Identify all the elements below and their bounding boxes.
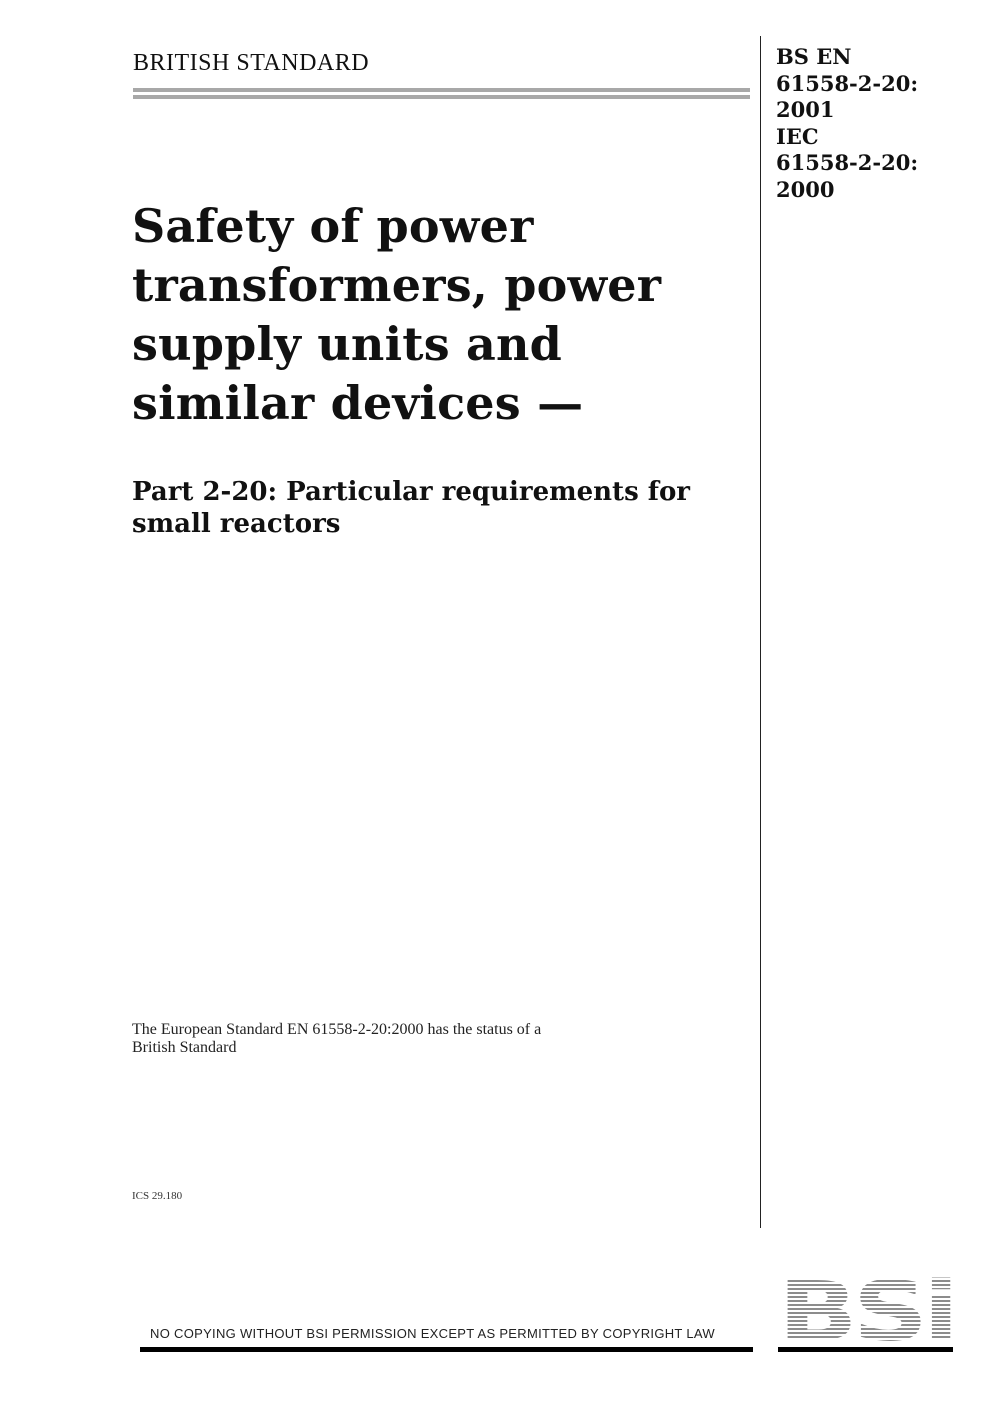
document-title <box>132 197 752 433</box>
standard-numbers <box>776 44 986 203</box>
header-rule-upper <box>133 88 750 92</box>
title-line: transformers, power <box>132 258 662 312</box>
header-rule-lower <box>133 95 750 99</box>
svg-text:BSi: BSi <box>778 1276 954 1342</box>
title-line: similar devices — <box>132 376 584 430</box>
standard-number-line: 61558-2-20: <box>776 70 919 96</box>
status-note-line: The European Standard EN 61558-2-20:2000 has the status of a <box>132 1021 542 1038</box>
standard-number-line: 61558-2-20: <box>776 150 919 175</box>
standard-number-line: 2000 <box>776 176 835 202</box>
document-subtitle <box>132 476 752 540</box>
subtitle-line: Part 2-20: Particular requirements for <box>132 477 690 507</box>
document-type-label: BRITISH STANDARD <box>133 50 370 76</box>
bsi-logo-graphic <box>778 1276 954 1342</box>
standard-number-line: BS EN <box>776 44 852 69</box>
footer-rule <box>140 1347 753 1352</box>
title-line: supply units and <box>132 317 563 371</box>
bsi-logo <box>778 1276 954 1342</box>
standard-number-line: 2001 <box>776 97 835 122</box>
subtitle-line: small reactors <box>132 509 341 539</box>
ics-code: ICS 29.180 <box>132 1190 183 1202</box>
status-note <box>132 1021 692 1057</box>
footer-rule-logo <box>778 1347 953 1352</box>
column-divider <box>760 36 761 1228</box>
status-note-line: British Standard <box>132 1039 237 1056</box>
title-line: Safety of power <box>132 199 534 253</box>
copyright-notice: NO COPYING WITHOUT BSI PERMISSION EXCEPT AS PERMITTED BY COPYRIGHT LAW <box>150 1326 715 1341</box>
standard-number-line: IEC <box>776 123 819 149</box>
